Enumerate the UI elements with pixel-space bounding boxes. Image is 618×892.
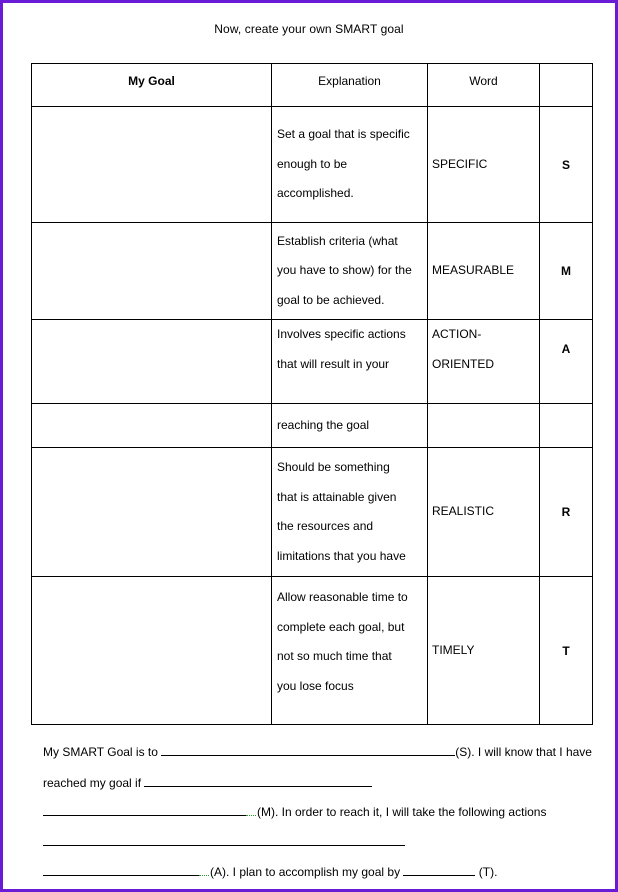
explanation-cell <box>272 577 428 725</box>
statement-text: (T). <box>478 865 498 879</box>
word-text: MEASURABLE <box>432 263 515 278</box>
table-header-row <box>32 64 593 107</box>
explanation-line: not so much time that <box>277 649 392 663</box>
table-row <box>32 448 593 577</box>
goal-timely-blank[interactable] <box>403 863 475 876</box>
statement-line-5 <box>43 863 497 879</box>
goal-input-cell-a-cont[interactable] <box>32 404 272 448</box>
word-cell <box>428 404 540 448</box>
table-row <box>32 320 593 404</box>
explanation-line: limitations that you have <box>277 548 406 563</box>
goal-input-cell-s[interactable] <box>32 107 272 223</box>
word-text: ORIENTED <box>432 356 495 371</box>
word-text: SPECIFIC <box>432 156 488 171</box>
statement-line-4 <box>43 833 405 849</box>
grammar-squiggle <box>199 872 209 876</box>
goal-measurable-blank[interactable] <box>144 774 372 787</box>
explanation-line: enough to be <box>277 156 348 171</box>
word-text: TIMELY <box>432 642 475 657</box>
explanation-cell <box>272 448 428 577</box>
letter-cell <box>540 404 593 448</box>
explanation-cell <box>272 223 428 320</box>
explanation-line: you lose focus <box>277 678 354 693</box>
word-cell <box>428 107 540 223</box>
explanation-line: Establish criteria (what <box>277 233 398 248</box>
statement-line-2 <box>43 774 372 790</box>
header-explanation: Explanation <box>272 64 428 107</box>
table-row <box>32 107 593 223</box>
word-cell <box>428 577 540 725</box>
goal-input-cell-a[interactable] <box>32 320 272 404</box>
statement-text: My SMART Goal is to <box>43 745 158 759</box>
table-row <box>32 223 593 320</box>
letter-cell: M <box>540 223 593 320</box>
statement-text: (A). I plan to accomplish my goal by <box>210 865 401 879</box>
explanation-line: accomplished. <box>277 186 354 201</box>
explanation-line: Set a goal that is specific <box>277 127 410 142</box>
statement-line-3 <box>43 803 546 819</box>
header-my-goal: My Goal <box>32 64 272 107</box>
word-text: REALISTIC <box>432 504 495 519</box>
explanation-line: the resources and <box>277 519 374 533</box>
table-row <box>32 577 593 725</box>
smart-goal-table <box>31 63 593 725</box>
statement-text: (M). In order to reach it, I will take the following actions <box>257 805 547 819</box>
goal-input-cell-m[interactable] <box>32 223 272 320</box>
explanation-line: Involves specific actions <box>277 327 406 341</box>
explanation-cell <box>272 107 428 223</box>
explanation-line: Allow reasonable time to <box>277 590 408 604</box>
goal-actions-blank-cont[interactable] <box>43 863 199 876</box>
explanation-line: that will result in your <box>277 356 390 371</box>
grammar-squiggle <box>246 812 256 816</box>
goal-actions-blank[interactable] <box>43 833 405 846</box>
explanation-line: Should be something <box>277 460 390 474</box>
explanation-line: reaching the goal <box>277 417 370 432</box>
header-word: Word <box>428 64 540 107</box>
goal-measurable-blank-cont[interactable] <box>43 803 246 816</box>
word-cell <box>428 448 540 577</box>
word-text: ACTION- <box>432 327 482 341</box>
statement-line-1 <box>43 743 592 759</box>
letter-cell: R <box>540 448 593 577</box>
word-cell <box>428 320 540 404</box>
explanation-line: goal to be achieved. <box>277 292 385 307</box>
goal-input-cell-r[interactable] <box>32 448 272 577</box>
explanation-cell <box>272 320 428 404</box>
letter-cell: A <box>540 320 593 404</box>
explanation-line: you have to show) for the <box>277 263 412 278</box>
word-cell <box>428 223 540 320</box>
statement-text: reached my goal if <box>43 776 142 790</box>
letter-cell: S <box>540 107 593 223</box>
explanation-line: that is attainable given <box>277 489 397 504</box>
explanation-cell <box>272 404 428 448</box>
statement-text: (S). I will know that I have <box>455 745 592 759</box>
letter-cell: T <box>540 577 593 725</box>
goal-specific-blank[interactable] <box>161 743 455 756</box>
explanation-line: complete each goal, but <box>277 619 405 634</box>
page-title: Now, create your own SMART goal <box>214 22 404 36</box>
goal-input-cell-t[interactable] <box>32 577 272 725</box>
table-row <box>32 404 593 448</box>
header-letter <box>540 64 593 107</box>
